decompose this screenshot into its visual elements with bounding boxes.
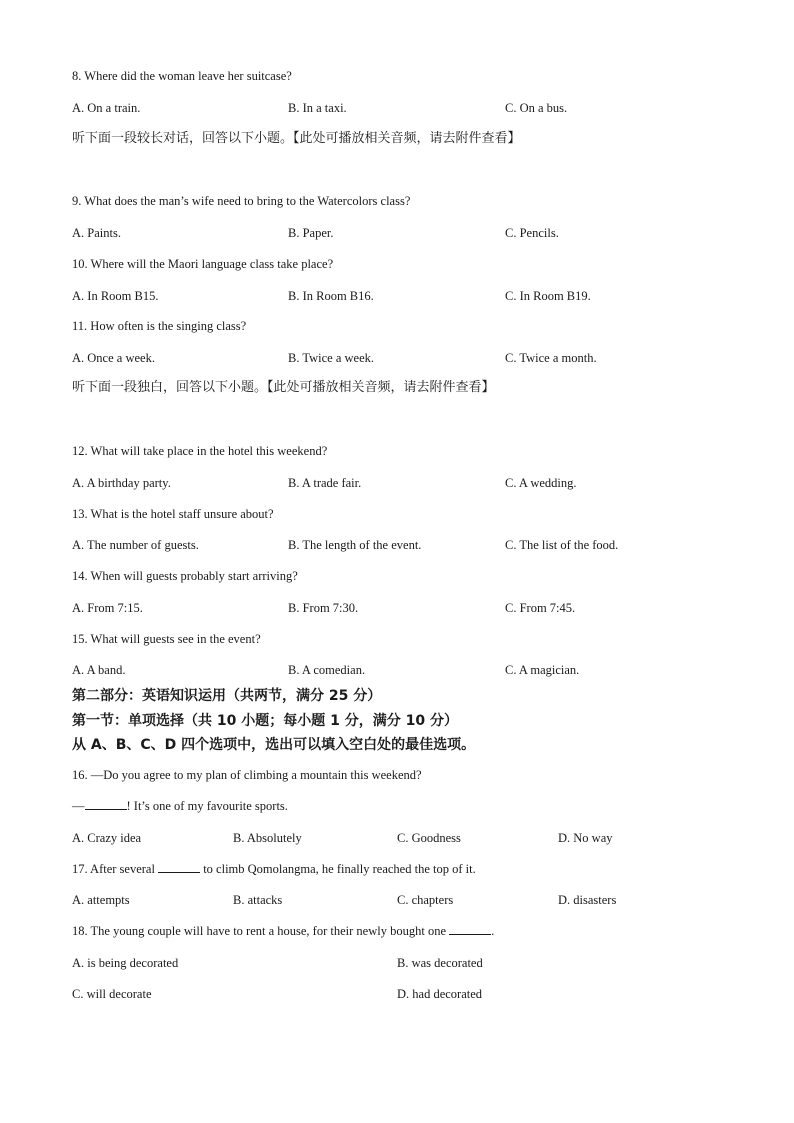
q8-option-a: A. On a train.	[72, 101, 141, 115]
question-17-stem	[72, 861, 476, 877]
q12-option-b: B. A trade fair.	[288, 476, 362, 490]
q18-stem-suffix: .	[491, 924, 495, 938]
question-12-stem: 12. What will take place in the hotel this weekend?	[72, 444, 328, 458]
q10-option-c: C. In Room B19.	[505, 289, 591, 303]
question-8-stem: 8. Where did the woman leave her suitcase?	[72, 69, 292, 83]
q16-response-text: ! It’s one of my favourite sports.	[126, 799, 288, 813]
question-16-response	[72, 798, 288, 814]
q18-stem-prefix: 18. The young couple will have to rent a house, for their newly bought one	[72, 924, 446, 938]
part2-heading: 第二部分：英语知识运用（共两节，满分 25 分）	[72, 688, 382, 704]
q16-option-b: B. Absolutely	[233, 831, 302, 845]
question-16-stem: 16. —Do you agree to my plan of climbing a mountain this weekend?	[72, 768, 422, 782]
q9-option-b: B. Paper.	[288, 226, 334, 240]
q11-option-a: A. Once a week.	[72, 351, 155, 365]
q14-option-b: B. From 7:30.	[288, 601, 359, 615]
q11-option-c: C. Twice a month.	[505, 351, 597, 365]
q18-option-c: C. will decorate	[72, 987, 152, 1001]
question-14-stem: 14. When will guests probably start arriving?	[72, 569, 298, 583]
q16-option-d: D. No way	[558, 831, 613, 845]
q8-option-b: B. In a taxi.	[288, 101, 347, 115]
q16-option-c: C. Goodness	[397, 831, 461, 845]
question-9-stem: 9. What does the man’s wife need to bring to the Watercolors class?	[72, 194, 411, 208]
question-11-stem: 11. How often is the singing class?	[72, 319, 247, 333]
q10-option-a: A. In Room B15.	[72, 289, 159, 303]
section1-instruction: 从 A、B、C、D 四个选项中，选出可以填入空白处的最佳选项。	[72, 737, 476, 753]
listening-instruction-monologue: 听下面一段独白，回答以下小题。【此处可播放相关音频，请去附件查看】	[72, 380, 495, 395]
q17-option-d: D. disasters	[558, 893, 617, 907]
q8-option-c: C. On a bus.	[505, 101, 568, 115]
q12-option-c: C. A wedding.	[505, 476, 577, 490]
q16-option-a: A. Crazy idea	[72, 831, 142, 845]
q16-dash: —	[72, 799, 85, 813]
q18-option-b: B. was decorated	[397, 956, 483, 970]
q18-option-a: A. is being decorated	[72, 956, 179, 970]
q15-option-a: A. A band.	[72, 663, 126, 677]
q17-blank	[158, 861, 200, 873]
q10-option-b: B. In Room B16.	[288, 289, 374, 303]
q9-option-a: A. Paints.	[72, 226, 121, 240]
q16-blank	[85, 798, 127, 810]
q17-stem-prefix: 17. After several	[72, 862, 155, 876]
q17-option-a: A. attempts	[72, 893, 130, 907]
listening-instruction-long: 听下面一段较长对话，回答以下小题。【此处可播放相关音频，请去附件查看】	[72, 131, 521, 146]
q9-option-c: C. Pencils.	[505, 226, 559, 240]
q14-option-c: C. From 7:45.	[505, 601, 576, 615]
question-15-stem: 15. What will guests see in the event?	[72, 632, 261, 646]
q17-option-c: C. chapters	[397, 893, 454, 907]
question-10-stem: 10. Where will the Maori language class take place?	[72, 257, 334, 271]
q18-option-d: D. had decorated	[397, 987, 483, 1001]
q18-blank	[449, 923, 491, 935]
q11-option-b: B. Twice a week.	[288, 351, 375, 365]
q13-option-b: B. The length of the event.	[288, 538, 422, 552]
q15-option-b: B. A comedian.	[288, 663, 366, 677]
q17-stem-suffix: to climb Qomolangma, he finally reached the top of it.	[203, 862, 476, 876]
q13-option-c: C. The list of the food.	[505, 538, 619, 552]
q14-option-a: A. From 7:15.	[72, 601, 143, 615]
question-18-stem	[72, 923, 494, 939]
q15-option-c: C. A magician.	[505, 663, 580, 677]
q13-option-a: A. The number of guests.	[72, 538, 199, 552]
question-13-stem: 13. What is the hotel staff unsure about?	[72, 507, 274, 521]
q17-option-b: B. attacks	[233, 893, 283, 907]
q12-option-a: A. A birthday party.	[72, 476, 171, 490]
section1-heading: 第一节：单项选择（共 10 小题；每小题 1 分，满分 10 分）	[72, 713, 458, 729]
